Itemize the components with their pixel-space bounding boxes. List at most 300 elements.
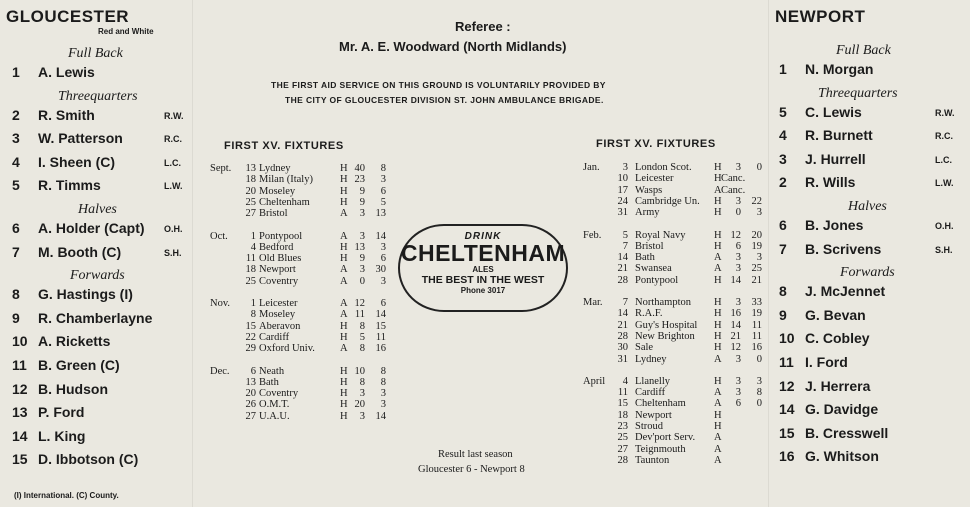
fixture-opponent: Pontypool bbox=[259, 230, 303, 242]
fold-line bbox=[192, 0, 193, 507]
player-row bbox=[779, 174, 855, 192]
player-name: I. Sheen (C) bbox=[38, 153, 116, 170]
fixture-score-for: 3 bbox=[359, 410, 365, 422]
fixture-score-against: 3 bbox=[380, 275, 386, 287]
fixture-score-for: 8 bbox=[359, 343, 365, 355]
fixture-day: 7 bbox=[622, 297, 628, 308]
player-number: 16 bbox=[779, 448, 795, 465]
fixture-venue: A bbox=[340, 298, 348, 309]
fixture-day: 6 bbox=[250, 365, 256, 377]
player-row bbox=[779, 354, 848, 372]
fixture-opponent: R.A.F. bbox=[635, 308, 663, 320]
home-team-colours: Red and White bbox=[98, 27, 154, 36]
fixture-day: 28 bbox=[617, 454, 628, 466]
fixture-day: 26 bbox=[245, 399, 256, 411]
player-position: O.H. bbox=[164, 224, 183, 234]
fixture-month: Mar. bbox=[583, 297, 603, 308]
fixture-score-against: 22 bbox=[751, 195, 762, 207]
player-number: 6 bbox=[779, 217, 787, 233]
player-number: 1 bbox=[779, 61, 787, 77]
player-number: 7 bbox=[779, 240, 787, 257]
fixture-day: 14 bbox=[617, 252, 628, 264]
fixture-day: 5 bbox=[622, 229, 628, 241]
fixture-day: 11 bbox=[617, 387, 628, 399]
fixture-day: 1 bbox=[250, 298, 256, 309]
fixture-opponent: Neath bbox=[259, 365, 285, 377]
fixture-opponent: Aberavon bbox=[259, 320, 301, 332]
player-name: D. Ibbotson (C) bbox=[38, 451, 139, 468]
fixture-day: 14 bbox=[617, 308, 628, 320]
fixture-score-against: 3 bbox=[380, 241, 386, 253]
player-number: 5 bbox=[12, 177, 20, 194]
fixture-score-for: 10 bbox=[354, 365, 365, 377]
fixture-score-for: 3 bbox=[359, 230, 365, 242]
player-row bbox=[12, 177, 101, 195]
referee-heading: Referee : bbox=[455, 19, 511, 34]
fixture-score-for: 3 bbox=[735, 387, 741, 399]
fixture-venue: H bbox=[714, 409, 722, 421]
player-name: R. Wills bbox=[805, 174, 856, 191]
fixture-opponent: Cheltenham bbox=[259, 196, 310, 208]
fixture-opponent: U.A.U. bbox=[259, 410, 290, 422]
fixture-score-for: 23 bbox=[354, 174, 365, 186]
fixture-score-against: 25 bbox=[751, 263, 762, 275]
player-row bbox=[779, 448, 879, 466]
player-row bbox=[12, 404, 84, 422]
player-row bbox=[12, 220, 145, 238]
fixture-opponent: Milan (Italy) bbox=[259, 174, 313, 186]
player-number: 9 bbox=[12, 309, 20, 326]
player-number: 4 bbox=[12, 153, 20, 170]
player-position: O.H. bbox=[935, 221, 954, 231]
fixture-venue: H bbox=[340, 365, 348, 377]
player-row bbox=[779, 307, 866, 325]
result-score: Gloucester 6 - Newport 8 bbox=[418, 464, 525, 475]
fixture-score-against: 3 bbox=[756, 375, 762, 387]
fixture-venue: A bbox=[714, 353, 722, 365]
fixture-opponent: Cardiff bbox=[635, 387, 666, 399]
fixture-day: 4 bbox=[250, 241, 256, 253]
fixture-venue: H bbox=[714, 319, 722, 331]
fixture-score-against: 3 bbox=[380, 399, 386, 411]
fixture-opponent: Northampton bbox=[635, 297, 691, 308]
fixture-score-for: 8 bbox=[359, 376, 365, 388]
fixture-venue: H bbox=[340, 174, 348, 186]
fixture-venue: H bbox=[340, 320, 348, 332]
fixture-venue: H bbox=[340, 253, 348, 265]
player-row bbox=[12, 451, 138, 469]
fixture-score-against: 16 bbox=[751, 342, 762, 354]
player-name: M. Booth (C) bbox=[38, 243, 122, 260]
player-position: L.C. bbox=[935, 154, 952, 165]
fixture-score-against: 8 bbox=[380, 365, 386, 377]
player-row bbox=[779, 61, 873, 79]
fixture-opponent: Bedford bbox=[259, 241, 294, 253]
player-name: B. Jones bbox=[805, 217, 864, 233]
player-row bbox=[12, 107, 95, 125]
fixture-day: 13 bbox=[245, 376, 256, 388]
fixture-opponent: Bristol bbox=[635, 240, 664, 252]
player-name: G. Whitson bbox=[805, 448, 879, 465]
fixture-score-for: 3 bbox=[735, 263, 741, 275]
fixture-score-for: 6 bbox=[735, 240, 741, 252]
fixture-day: 23 bbox=[617, 421, 628, 432]
fixture-score-for: 8 bbox=[359, 320, 365, 332]
fixture-opponent: Newport bbox=[259, 264, 296, 276]
fixture-score-for: 9 bbox=[359, 185, 365, 197]
fixture-score-against: 15 bbox=[375, 320, 386, 332]
fixture-opponent: Lydney bbox=[259, 163, 291, 174]
fixture-opponent: Pontypool bbox=[635, 274, 679, 286]
advert-phone: Phone 3017 bbox=[460, 286, 506, 295]
fixture-score-against: 21 bbox=[751, 274, 762, 286]
fixture-day: 1 bbox=[250, 230, 256, 242]
fixture-venue: A bbox=[340, 343, 348, 355]
fixture-score-against: 3 bbox=[380, 388, 386, 400]
player-number: 3 bbox=[12, 130, 20, 147]
home-team-name: GLOUCESTER bbox=[6, 7, 130, 26]
fixture-day: 22 bbox=[245, 331, 256, 343]
player-number: 5 bbox=[779, 103, 787, 120]
fixture-day: 7 bbox=[622, 240, 628, 252]
fixture-score-against: 5 bbox=[380, 196, 386, 208]
fold-line bbox=[768, 0, 769, 507]
player-name: G. Davidge bbox=[805, 401, 879, 418]
fixture-venue: H bbox=[714, 162, 722, 173]
fixture-score-for: 12 bbox=[730, 229, 741, 241]
fixture-venue: A bbox=[714, 432, 722, 444]
player-number: 13 bbox=[12, 404, 28, 421]
player-row bbox=[12, 357, 120, 375]
fixture-venue: H bbox=[340, 331, 348, 343]
fixture-day: 15 bbox=[245, 320, 256, 332]
fixture-venue: A bbox=[714, 398, 722, 410]
first-aid-line-1: THE FIRST AID SERVICE ON THIS GROUND IS VOLUNTARILY PROVIDED BY bbox=[271, 80, 606, 90]
player-position: L.W. bbox=[164, 181, 183, 192]
player-position: R.W. bbox=[935, 107, 955, 118]
fixture-opponent: Bath bbox=[635, 252, 655, 264]
fixture-month: Sept. bbox=[210, 163, 232, 174]
fixture-venue: H bbox=[714, 274, 722, 286]
fixture-venue: H bbox=[340, 185, 348, 197]
player-name: C. Lewis bbox=[805, 103, 862, 120]
fixture-day: 30 bbox=[617, 342, 628, 354]
fixture-score-for: 11 bbox=[354, 309, 365, 321]
fixture-venue: A bbox=[714, 252, 722, 264]
fixture-day: 18 bbox=[245, 174, 256, 186]
fixture-opponent: Swansea bbox=[635, 263, 672, 275]
fixture-venue: H bbox=[340, 399, 348, 411]
fixture-opponent: Bristol bbox=[259, 208, 288, 220]
player-name: G. Bevan bbox=[805, 306, 866, 323]
section-heading: Halves bbox=[78, 202, 117, 217]
advert-drink: DRINK bbox=[464, 231, 502, 242]
fixture-score-for: 0 bbox=[359, 275, 365, 287]
fixture-day: 27 bbox=[245, 410, 256, 422]
fixture-day: 29 bbox=[245, 343, 256, 355]
player-position: R.C. bbox=[164, 134, 182, 145]
fixture-score-for: 3 bbox=[359, 208, 365, 220]
advert-ales: ALES bbox=[472, 265, 494, 274]
fixture-opponent: Wasps bbox=[635, 184, 663, 196]
fixture-opponent: Army bbox=[635, 207, 660, 219]
fixture-venue: A bbox=[340, 275, 348, 287]
player-row bbox=[779, 104, 862, 122]
fixture-day: 28 bbox=[617, 330, 628, 342]
fixture-opponent: London Scot. bbox=[635, 162, 692, 173]
fixture-score-against: 20 bbox=[751, 229, 762, 241]
fixture-day: 27 bbox=[617, 443, 628, 455]
fixture-opponent: Teignmouth bbox=[635, 443, 686, 455]
fixture-day: 8 bbox=[250, 309, 256, 321]
fixture-opponent: New Brighton bbox=[635, 330, 695, 342]
fixture-venue: H bbox=[714, 195, 722, 207]
fixture-day: 13 bbox=[245, 163, 256, 174]
fixture-opponent: Coventry bbox=[259, 388, 299, 400]
player-name: C. Cobley bbox=[805, 330, 870, 347]
player-row bbox=[12, 154, 115, 172]
player-name: J. McJennet bbox=[805, 283, 886, 300]
fixture-score-against: 0 bbox=[756, 398, 762, 410]
fixture-score-for: 3 bbox=[735, 353, 741, 365]
fixture-score-for: 3 bbox=[735, 162, 741, 173]
fixture-opponent: Dev'port Serv. bbox=[635, 432, 696, 444]
fixture-venue: A bbox=[714, 184, 722, 196]
fixture-month: Feb. bbox=[583, 229, 602, 241]
fixture-score-against: 13 bbox=[375, 208, 386, 220]
fixture-score-against: 14 bbox=[375, 309, 386, 321]
fixture-score-for: 20 bbox=[354, 399, 365, 411]
fixture-score-against: 16 bbox=[375, 343, 386, 355]
fixture-score-against: 11 bbox=[375, 331, 386, 343]
fixture-venue: A bbox=[714, 443, 722, 455]
fixture-score-against: 3 bbox=[756, 207, 762, 219]
player-number: 14 bbox=[12, 427, 28, 444]
fixture-score-for: 3 bbox=[735, 297, 741, 308]
fixture-opponent: Newport bbox=[635, 409, 672, 421]
player-position: S.H. bbox=[935, 244, 953, 255]
fixture-score-for: 5 bbox=[359, 331, 365, 343]
fixture-score-for: 3 bbox=[735, 375, 741, 387]
player-name: P. Ford bbox=[38, 404, 85, 421]
fixture-score-against: 8 bbox=[756, 387, 762, 399]
player-row bbox=[779, 425, 888, 443]
player-number: 14 bbox=[779, 401, 795, 418]
fixture-row bbox=[0, 421, 722, 433]
player-name: B. Hudson bbox=[38, 380, 108, 397]
fixtures-heading-right: FIRST XV. FIXTURES bbox=[596, 138, 716, 150]
fixture-opponent: Cardiff bbox=[259, 331, 290, 343]
player-row bbox=[779, 401, 878, 419]
fixture-score-against: 6 bbox=[380, 298, 386, 309]
fixture-score-against: 30 bbox=[375, 264, 386, 276]
fixture-venue: H bbox=[714, 229, 722, 241]
player-name: B. Scrivens bbox=[805, 240, 882, 257]
section-heading: Full Back bbox=[68, 46, 123, 61]
fixture-venue: H bbox=[714, 308, 722, 320]
fixture-opponent: Old Blues bbox=[259, 253, 302, 265]
fixture-score-against: 19 bbox=[751, 308, 762, 320]
fixture-day: 4 bbox=[622, 375, 628, 387]
fixture-opponent: Cambridge Un. bbox=[635, 195, 700, 207]
player-row bbox=[12, 244, 121, 262]
fixture-month: Jan. bbox=[583, 162, 600, 173]
fixture-day: 27 bbox=[245, 208, 256, 220]
section-heading: Full Back bbox=[836, 43, 891, 58]
fixture-opponent: O.M.T. bbox=[259, 399, 290, 411]
player-row bbox=[12, 333, 110, 351]
fixture-score-for: 13 bbox=[354, 241, 365, 253]
fixture-day: 24 bbox=[617, 195, 628, 207]
player-number: 10 bbox=[12, 333, 28, 350]
fixture-day: 20 bbox=[245, 388, 256, 400]
fixture-opponent: Sale bbox=[635, 342, 654, 354]
fixture-score-for: 16 bbox=[730, 308, 741, 320]
fixture-score-against: 11 bbox=[751, 319, 762, 331]
fixture-venue: H bbox=[714, 297, 722, 308]
fixture-score-for: 3 bbox=[359, 388, 365, 400]
fixture-score-for: 6 bbox=[735, 398, 741, 410]
fixture-score-against: 0 bbox=[756, 353, 762, 365]
player-number: 6 bbox=[12, 220, 20, 236]
player-row bbox=[12, 428, 85, 446]
fixture-score-for: 3 bbox=[359, 264, 365, 276]
player-number: 10 bbox=[779, 330, 795, 347]
fixture-score-for: 3 bbox=[735, 195, 741, 207]
fixture-score-against: 6 bbox=[380, 185, 386, 197]
fixture-venue: A bbox=[340, 208, 348, 220]
player-row bbox=[12, 130, 123, 148]
fixture-venue: H bbox=[714, 375, 722, 387]
player-position: L.C. bbox=[164, 157, 181, 168]
player-row bbox=[779, 241, 881, 259]
player-name: A. Ricketts bbox=[38, 333, 111, 350]
fixture-day: 21 bbox=[617, 263, 628, 275]
player-name: W. Patterson bbox=[38, 130, 123, 147]
fixture-score-against: 3 bbox=[380, 174, 386, 186]
fixture-score-for: 3 bbox=[735, 252, 741, 264]
fixture-score-for: 21 bbox=[730, 330, 741, 342]
player-number: 15 bbox=[779, 424, 795, 441]
player-number: 9 bbox=[779, 306, 787, 323]
fixture-day: 31 bbox=[617, 353, 628, 365]
player-position: R.W. bbox=[164, 110, 184, 121]
fixture-day: 31 bbox=[617, 207, 628, 219]
fixture-score-for: Canc. bbox=[721, 184, 746, 196]
fixture-day: 25 bbox=[617, 432, 628, 444]
fixture-venue: H bbox=[714, 421, 722, 432]
player-number: 2 bbox=[12, 106, 20, 123]
player-position: R.C. bbox=[935, 131, 953, 142]
fixture-opponent: Taunton bbox=[635, 454, 670, 466]
player-name: G. Hastings (I) bbox=[38, 286, 133, 303]
player-row bbox=[779, 217, 863, 235]
first-aid-line-2: THE CITY OF GLOUCESTER DIVISION ST. JOHN AMBULANCE BRIGADE. bbox=[285, 95, 604, 105]
fixture-venue: A bbox=[340, 264, 348, 276]
fixture-day: 25 bbox=[245, 196, 256, 208]
player-name: R. Timms bbox=[38, 177, 101, 194]
player-name: B. Green (C) bbox=[38, 357, 120, 373]
fixture-day: 17 bbox=[617, 184, 628, 196]
fixture-score-against: 14 bbox=[375, 410, 386, 422]
player-row bbox=[779, 127, 873, 145]
player-number: 11 bbox=[779, 354, 794, 370]
fixture-opponent: Coventry bbox=[259, 275, 299, 287]
player-name: A. Holder (Capt) bbox=[38, 220, 145, 236]
section-heading: Forwards bbox=[70, 268, 125, 284]
fixture-score-for: 14 bbox=[730, 319, 741, 331]
fixture-score-for: 9 bbox=[359, 253, 365, 265]
player-number: 8 bbox=[779, 283, 787, 300]
section-heading: Threequarters bbox=[818, 85, 898, 101]
fixture-opponent: Moseley bbox=[259, 185, 296, 197]
result-label: Result last season bbox=[438, 449, 513, 460]
player-number: 4 bbox=[779, 127, 787, 144]
fixture-venue: H bbox=[340, 376, 348, 388]
fixture-score-against: 6 bbox=[380, 253, 386, 265]
fixture-opponent: Oxford Univ. bbox=[259, 343, 315, 355]
player-number: 12 bbox=[779, 377, 795, 394]
player-name: R. Smith bbox=[38, 106, 95, 123]
fixture-day: 15 bbox=[617, 398, 628, 410]
fixture-opponent: Llanelly bbox=[635, 375, 670, 387]
fixture-opponent: Royal Navy bbox=[635, 229, 686, 241]
fixture-opponent: Leicester bbox=[259, 298, 298, 309]
fixture-score-for: 12 bbox=[730, 342, 741, 354]
fixture-venue: H bbox=[340, 163, 348, 174]
fixtures-heading-left: FIRST XV. FIXTURES bbox=[224, 140, 344, 152]
player-name: A. Lewis bbox=[38, 64, 95, 80]
player-name: J. Hurrell bbox=[805, 150, 866, 167]
fixture-score-against: 3 bbox=[756, 252, 762, 264]
fixture-score-against: 11 bbox=[751, 330, 762, 342]
player-row bbox=[779, 151, 866, 169]
fixture-score-for: 12 bbox=[354, 298, 365, 309]
fixture-venue: A bbox=[714, 263, 722, 275]
player-row bbox=[12, 64, 95, 82]
player-position: L.W. bbox=[935, 178, 954, 189]
player-name: L. King bbox=[38, 427, 86, 444]
fixture-day: 10 bbox=[617, 173, 628, 185]
fixture-venue: H bbox=[714, 240, 722, 252]
player-row bbox=[12, 310, 152, 328]
fixture-score-against: 0 bbox=[756, 162, 762, 173]
fixture-venue: H bbox=[340, 388, 348, 400]
fixture-score-for: 40 bbox=[354, 163, 365, 174]
player-number: 8 bbox=[12, 286, 20, 303]
section-heading: Threequarters bbox=[58, 88, 138, 104]
player-row bbox=[12, 286, 133, 304]
referee-name: Mr. A. E. Woodward (North Midlands) bbox=[339, 39, 567, 54]
fixture-opponent: Bath bbox=[259, 376, 279, 388]
fixture-venue: H bbox=[714, 207, 722, 219]
footnote: (I) International. (C) County. bbox=[14, 491, 119, 500]
section-heading: Halves bbox=[848, 199, 887, 214]
fixture-day: 11 bbox=[245, 253, 256, 265]
fixture-venue: H bbox=[340, 410, 348, 422]
fixture-venue: H bbox=[340, 241, 348, 253]
advert-tagline: THE BEST IN THE WEST bbox=[421, 274, 545, 286]
fixture-day: 18 bbox=[617, 409, 628, 421]
fixture-day: 18 bbox=[245, 264, 256, 276]
fixture-venue: H bbox=[340, 196, 348, 208]
player-row bbox=[779, 283, 885, 301]
fixture-month: April bbox=[583, 375, 606, 387]
fixture-score-for: 9 bbox=[359, 196, 365, 208]
fixture-day: 28 bbox=[617, 274, 628, 286]
cheltenham-ales-advert bbox=[398, 224, 568, 312]
fixture-opponent: Lydney bbox=[635, 353, 667, 365]
